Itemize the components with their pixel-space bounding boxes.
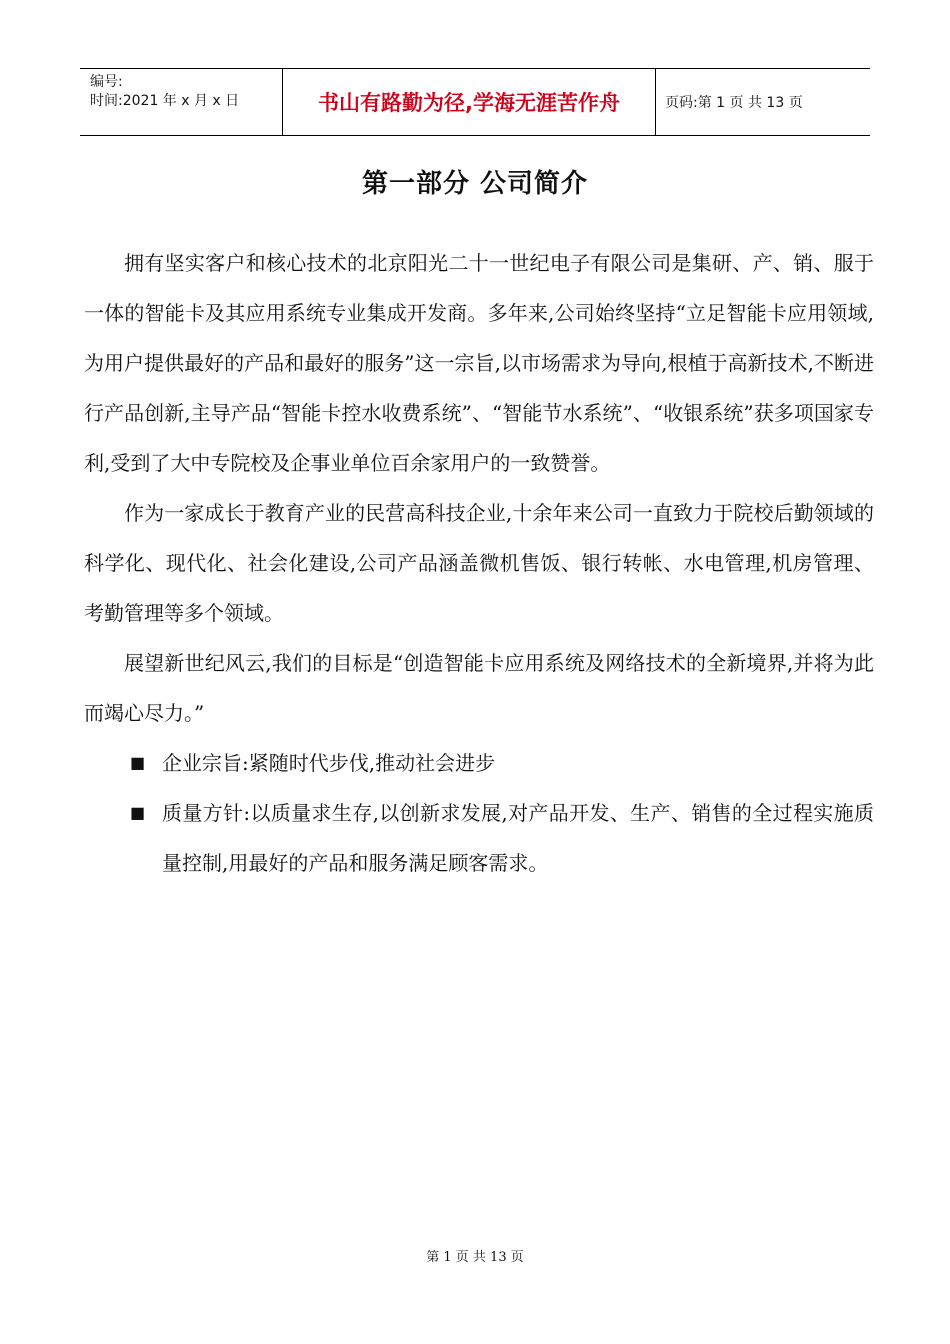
page-header	[80, 68, 870, 136]
document-body	[84, 238, 874, 888]
header-meta	[80, 69, 282, 135]
bullet-text: 质量方针:以质量求生存,以创新求发展,对产品开发、生产、销售的全过程实施质量控制,用最好的产品和服务满足顾客需求。	[162, 801, 874, 875]
header-page-info: 页码:第 1 页 共 13 页	[665, 95, 803, 111]
paragraph-vision: 展望新世纪风云,我们的目标是“创造智能卡应用系统及网络技术的全新境界,并将为此而竭心尽力。”	[84, 651, 874, 725]
document-time-label: 时间:2021 年 x 月 x 日	[90, 93, 240, 109]
page-footer: 第 1 页 共 13 页	[426, 1250, 524, 1265]
document-number-label: 编号:	[90, 74, 123, 90]
bullet-item-quality	[84, 788, 874, 888]
square-bullet-icon: ■	[130, 803, 146, 822]
paragraph-intro: 拥有坚实客户和核心技术的北京阳光二十一世纪电子有限公司是集研、产、销、服于一体的智能卡及其应用系统专业集成开发商。多年来,公司始终坚持“立足智能卡应用领域,为用户提供最好的产品和最好的服务”这一宗旨,以市场需求为导向,根植于高新技术,不断进行产品创新,主导产品“智能卡控水收费系统”、“智能节水系统”、“收银系统”获多项国家专利,受到了大中专院校及企事业单位百余家用户的一致赞誉。	[84, 251, 874, 475]
header-motto: 书山有路勤为径,学海无涯苦作舟	[282, 69, 656, 135]
bullet-text: 企业宗旨:紧随时代步伐,推动社会进步	[162, 751, 496, 775]
bullet-item-mission	[84, 738, 874, 788]
paragraph-history: 作为一家成长于教育产业的民营高科技企业,十余年来公司一直致力于院校后勤领域的科学化、现代化、社会化建设,公司产品涵盖微机售饭、银行转帐、水电管理,机房管理、考勤管理等多个领域。	[84, 501, 874, 625]
section-title: 第一部分 公司简介	[361, 169, 589, 199]
square-bullet-icon: ■	[130, 753, 146, 772]
